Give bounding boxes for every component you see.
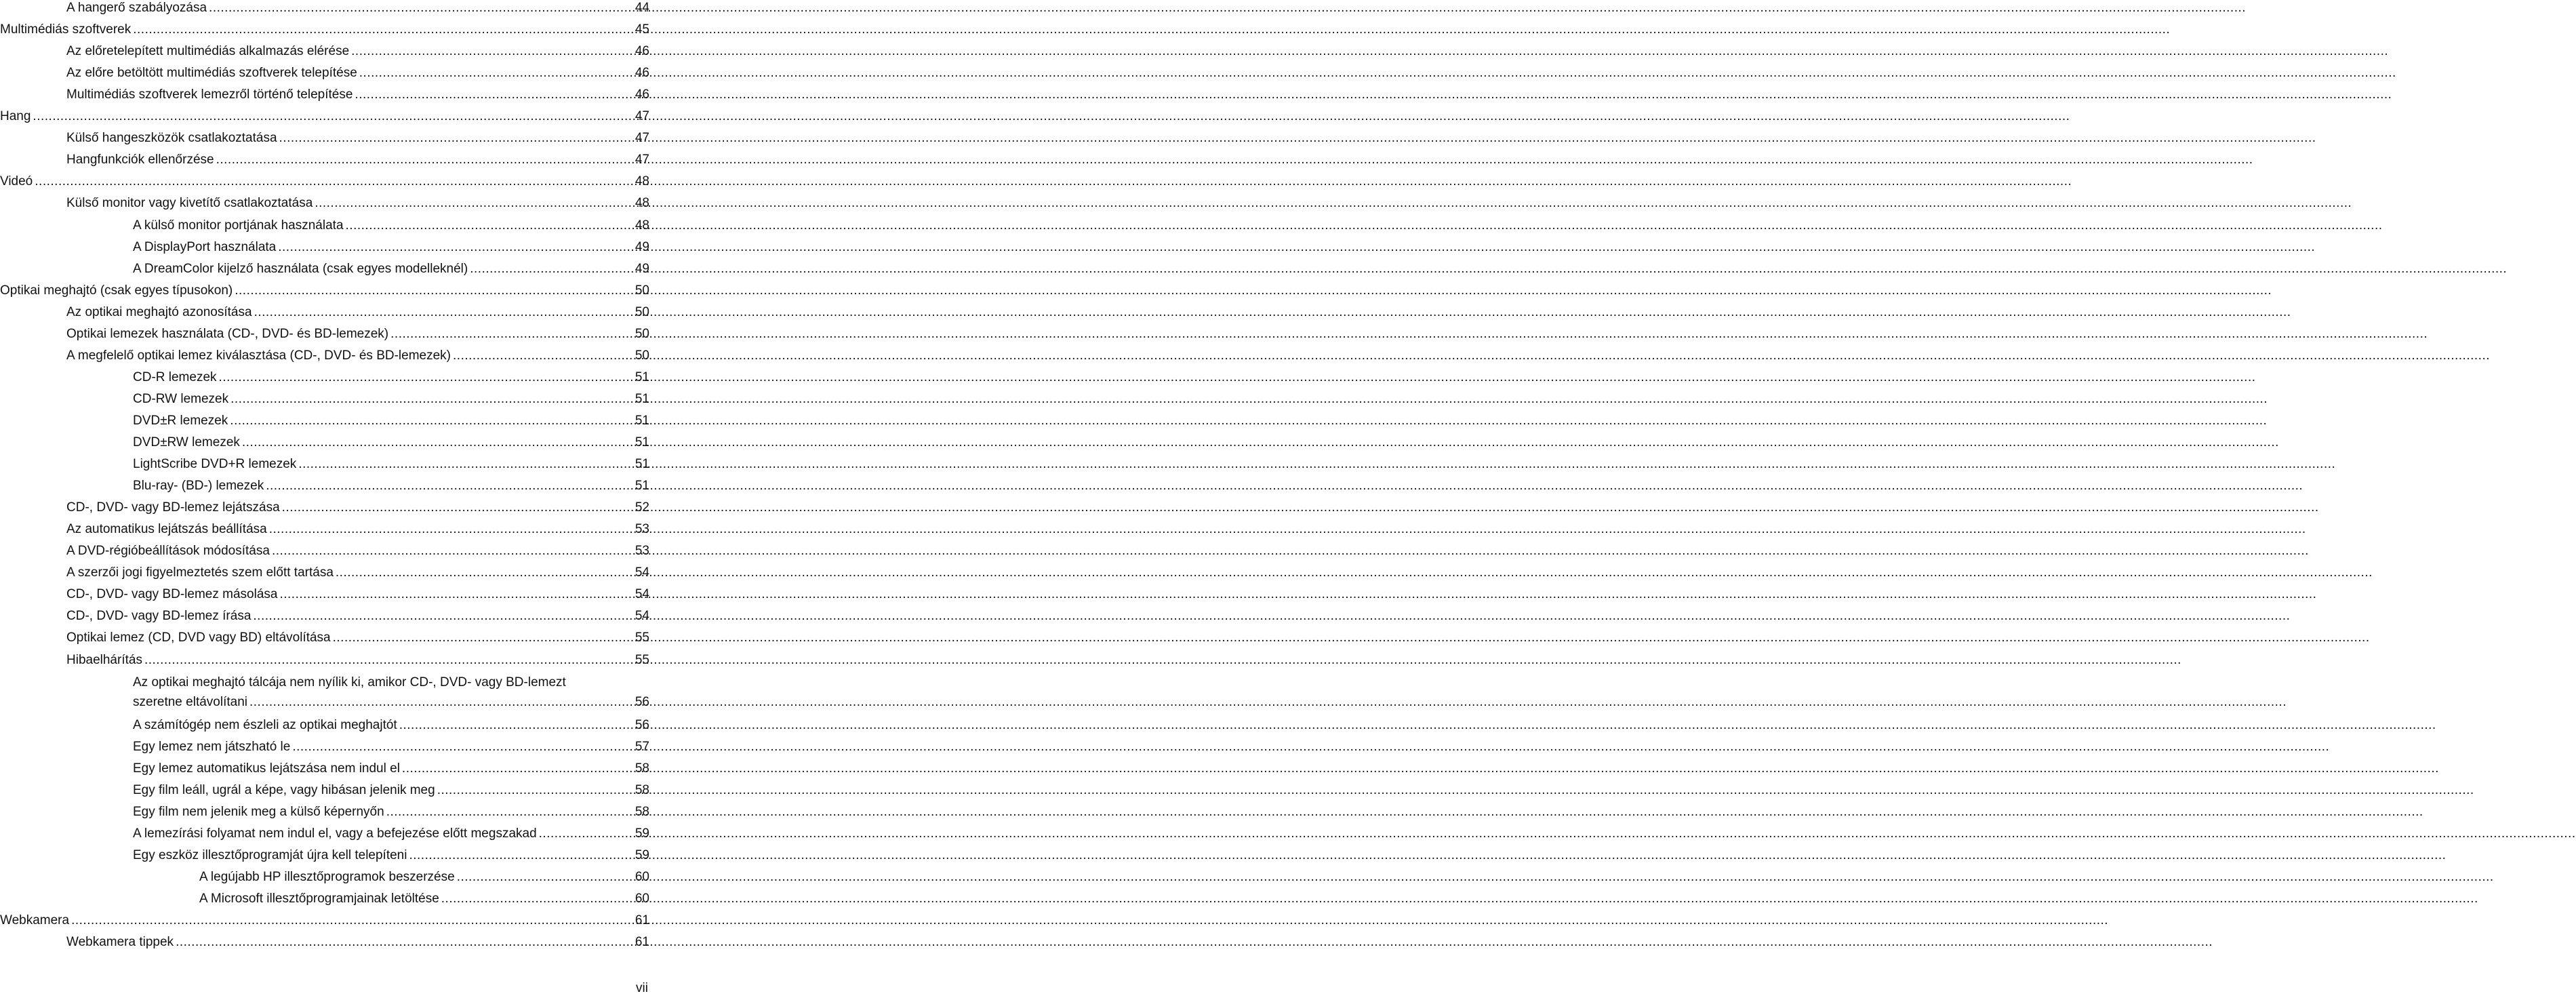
toc-entry-page: 50 (635, 326, 649, 341)
toc-entry[interactable] (0, 803, 649, 822)
toc-entry[interactable] (0, 628, 649, 647)
toc-entry-page: 49 (635, 261, 649, 276)
toc-leader-dots (344, 216, 633, 235)
toc-entry-title: LightScribe DVD+R lemezek (133, 457, 297, 472)
toc-entry-page: 48 (635, 196, 649, 211)
toc-entry-page: 56 (635, 717, 649, 732)
toc-entry[interactable] (0, 759, 649, 778)
toc-entry-page: 48 (635, 174, 649, 189)
toc-leader-dots (468, 260, 633, 279)
toc-leader-dots (349, 42, 633, 61)
toc-leader-dots (296, 455, 633, 474)
toc-entry-title: Az előretelepített multimédiás alkalmazás elérése (66, 44, 350, 59)
toc-entry[interactable] (0, 390, 649, 409)
toc-leader-dots (455, 868, 633, 887)
toc-entry-page: 55 (635, 652, 649, 667)
toc-entry-title: Optikai meghajtó (csak egyes típusokon) (0, 283, 233, 298)
toc-leader-dots (214, 151, 633, 169)
toc-entry-title: A hangerő szabályozása (66, 1, 207, 15)
toc-entry[interactable] (0, 824, 649, 843)
toc-leader-dots (357, 64, 633, 83)
toc-leader-dots (537, 824, 633, 843)
toc-leader-dots (251, 607, 632, 626)
toc-leader-dots (313, 194, 633, 213)
toc-entry-page: 55 (635, 631, 649, 645)
toc-entry-page: 60 (635, 892, 649, 906)
toc-entry-title: Az optikai meghajtó azonosítása (66, 304, 252, 319)
toc-entry-title: CD-, DVD- vagy BD-lemez lejátszása (66, 500, 280, 515)
toc-entry-title: A DisplayPort használata (133, 239, 277, 254)
toc-leader-dots (31, 107, 632, 126)
toc-entry[interactable] (0, 607, 649, 626)
toc-leader-dots (397, 716, 633, 735)
toc-entry-title: A lemezírási folyamat nem indul el, vagy a befejezése előtt megszakad (133, 826, 537, 841)
toc-leader-dots (264, 477, 633, 496)
toc-entry-title: Hibaelhárítás (66, 652, 142, 667)
toc-entry-page: 58 (635, 804, 649, 819)
toc-leader-dots (233, 281, 633, 300)
toc-leader-dots (174, 933, 633, 952)
toc-entry-page: 51 (635, 369, 649, 384)
toc-entry[interactable] (0, 911, 649, 930)
toc-entry-title: Egy eszköz illesztőprogramját újra kell telepíteni (133, 847, 407, 862)
toc-entry-title-line1: Az optikai meghajtó tálcája nem nyílik ki, amikor CD-, DVD- vagy BD-lemezt (133, 675, 566, 689)
toc-entry[interactable] (0, 346, 649, 365)
page-number: vii (636, 981, 648, 995)
toc-entry-page: 58 (635, 782, 649, 797)
toc-leader-dots (217, 368, 633, 387)
toc-entry-page: 46 (635, 87, 649, 102)
toc-leader-dots (270, 542, 633, 561)
toc-entry[interactable] (0, 563, 649, 582)
toc-entry[interactable] (0, 498, 649, 517)
toc-leader-dots (33, 172, 633, 191)
toc-entry-page: 59 (635, 847, 649, 862)
toc-leader-dots (435, 781, 633, 800)
toc-leader-dots (290, 738, 633, 757)
toc-entry-page: 59 (635, 826, 649, 841)
toc-entry-page: 45 (635, 22, 649, 37)
toc-entry-page: 50 (635, 348, 649, 363)
toc-entry-page: 50 (635, 304, 649, 319)
toc-entry-title: Webkamera tippek (66, 935, 174, 950)
toc-entry-title: Egy lemez nem játszható le (133, 739, 291, 754)
toc-entry-title: Az előre betöltött multimédiás szoftverek telepítése (66, 66, 357, 81)
toc-entry[interactable] (0, 520, 649, 539)
toc-entry-page: 54 (635, 587, 649, 602)
toc-entry-title: Egy lemez automatikus lejátszása nem indul el (133, 761, 400, 776)
toc-entry-title: Blu-ray- (BD-) lemezek (133, 479, 264, 494)
toc-entry-title: Hang (0, 109, 31, 124)
toc-entry[interactable] (0, 85, 649, 104)
toc-entry[interactable] (0, 216, 649, 235)
toc-entry-title: CD-R lemezek (133, 369, 217, 384)
toc-entry[interactable] (0, 0, 649, 18)
toc-leader-dots (353, 85, 632, 104)
toc-entry-title: Egy film nem jelenik meg a külső képernyőn (133, 804, 384, 819)
toc-entry-title: Az automatikus lejátszás beállítása (66, 522, 267, 537)
toc-entry-page: 47 (635, 131, 649, 146)
toc-entry-page: 51 (635, 413, 649, 428)
toc-entry[interactable] (0, 433, 649, 452)
toc-entry[interactable] (0, 129, 649, 148)
toc-entry-title: Videó (0, 174, 33, 189)
toc-entry[interactable] (0, 107, 649, 126)
toc-entry[interactable] (0, 151, 649, 169)
toc-leader-dots (267, 520, 633, 539)
toc-leader-dots (276, 238, 633, 257)
toc-entry-title: Külső hangeszközök csatlakoztatása (66, 131, 277, 146)
toc-leader-dots (334, 563, 633, 582)
toc-leader-dots (331, 628, 633, 647)
toc-leader-dots (280, 498, 633, 517)
toc-entry-title: A DVD-régióbeállítások módosítása (66, 544, 270, 559)
toc-entry-title: Külső monitor vagy kivetítő csatlakoztatása (66, 196, 313, 211)
toc-entry-title: A számítógép nem észleli az optikai meghajtót (133, 717, 397, 732)
toc-entry[interactable] (0, 585, 649, 604)
toc-entry-title: Multimédiás szoftverek (0, 22, 132, 37)
toc-entry-page: 53 (635, 544, 649, 559)
toc-leader-dots (451, 346, 633, 365)
toc-leader-dots (69, 911, 633, 930)
toc-entry-page: 46 (635, 66, 649, 81)
toc-entry[interactable] (0, 303, 649, 322)
toc-leader-dots (207, 0, 633, 18)
toc-entry-page: 46 (635, 44, 649, 59)
toc-entry[interactable] (0, 42, 649, 61)
toc-entry[interactable] (0, 260, 649, 279)
toc-entry[interactable] (0, 64, 649, 83)
toc-entry-title: A DreamColor kijelző használata (csak egyes modelleknél) (133, 261, 468, 276)
toc-entry[interactable] (0, 172, 649, 191)
toc-entry-title: A szerzői jogi figyelmeztetés szem előtt tartása (66, 565, 334, 580)
toc-entry-title: Optikai lemezek használata (CD-, DVD- és BD-lemezek) (66, 326, 389, 341)
toc-entry[interactable] (0, 281, 649, 300)
toc-leader-dots (407, 846, 632, 865)
toc-leader-dots (439, 889, 633, 908)
toc-leader-dots (384, 803, 633, 822)
toc-leader-dots (131, 20, 633, 39)
toc-entry-page: 48 (635, 218, 649, 233)
toc-entry[interactable] (0, 716, 649, 735)
toc-entry-page: 54 (635, 609, 649, 624)
toc-entry[interactable] (0, 542, 649, 561)
toc-entry[interactable] (0, 20, 649, 39)
toc-entry-page: 61 (635, 935, 649, 950)
toc-entry-title: Webkamera (0, 913, 70, 928)
toc-entry-title: CD-, DVD- vagy BD-lemez másolása (66, 587, 278, 602)
toc-entry-title: A megfelelő optikai lemez kiválasztása (CD-, DVD- és BD-lemezek) (66, 348, 451, 363)
toc-entry-page: 60 (635, 870, 649, 884)
toc-leader-dots (400, 759, 633, 778)
toc-entry-title: Optikai lemez (CD, DVD vagy BD) eltávolítása (66, 631, 331, 645)
toc-entry-page: 50 (635, 283, 649, 298)
toc-entry-page: 54 (635, 565, 649, 580)
toc-entry-page: 49 (635, 239, 649, 254)
toc-entry-title: CD-, DVD- vagy BD-lemez írása (66, 609, 251, 624)
toc-entry[interactable] (0, 846, 649, 865)
toc-entry[interactable] (0, 412, 649, 431)
toc-entry-page: 51 (635, 391, 649, 406)
toc-entry-page: 53 (635, 522, 649, 537)
toc-entry[interactable] (0, 238, 649, 257)
toc-entry[interactable] (0, 889, 649, 908)
toc-leader-dots (277, 585, 632, 604)
toc-entry-page: 61 (635, 913, 649, 928)
toc-entry-page: 51 (635, 435, 649, 449)
toc-entry-title: DVD±R lemezek (133, 413, 228, 428)
toc-leader-dots (228, 412, 633, 431)
toc-entry-page: 47 (635, 109, 649, 124)
toc-entry-title: Multimédiás szoftverek lemezről történő telepítése (66, 87, 353, 102)
toc-leader-dots (240, 433, 633, 452)
toc-leader-dots (228, 390, 633, 409)
toc-entry[interactable] (0, 325, 649, 344)
toc-entry[interactable] (0, 738, 649, 757)
toc-entry-title: Egy film leáll, ugrál a képe, vagy hibásan jelenik meg (133, 782, 435, 797)
toc-entry[interactable] (0, 368, 649, 387)
toc-entry-page: 58 (635, 761, 649, 776)
toc-entry-page: 44 (635, 1, 649, 15)
toc-entry[interactable] (0, 651, 649, 670)
toc-entry-title: DVD±RW lemezek (133, 435, 240, 449)
toc-entry-title: A külső monitor portjának használata (133, 218, 344, 233)
toc-entry-page: 47 (635, 153, 649, 167)
toc-entry[interactable] (0, 933, 649, 952)
toc-entry[interactable] (0, 781, 649, 800)
toc-entry[interactable] (0, 477, 649, 496)
toc-entry-title: CD-RW lemezek (133, 391, 229, 406)
toc-leader-dots (252, 303, 633, 322)
toc-entry[interactable] (0, 673, 649, 712)
toc-entry-title: A Microsoft illesztőprogramjainak letöltése (199, 892, 439, 906)
toc-entry-page: 57 (635, 739, 649, 754)
toc-entry-page: 52 (635, 500, 649, 515)
toc-entry-title: A legújabb HP illesztőprogramok beszerzése (199, 870, 455, 884)
toc-entry-page: 56 (635, 694, 649, 709)
toc-entry-page: 51 (635, 457, 649, 472)
toc-entry-title: Hangfunkciók ellenőrzése (66, 153, 214, 167)
toc-entry[interactable] (0, 194, 649, 213)
toc-leader-dots (277, 129, 633, 148)
toc-entry[interactable] (0, 868, 649, 887)
toc-leader-dots (247, 692, 633, 712)
toc-leader-dots (388, 325, 633, 344)
toc-entry-title: szeretne eltávolítani (133, 694, 247, 709)
toc-entry[interactable] (0, 455, 649, 474)
toc-entry-page: 51 (635, 479, 649, 494)
toc-leader-dots (142, 651, 633, 670)
